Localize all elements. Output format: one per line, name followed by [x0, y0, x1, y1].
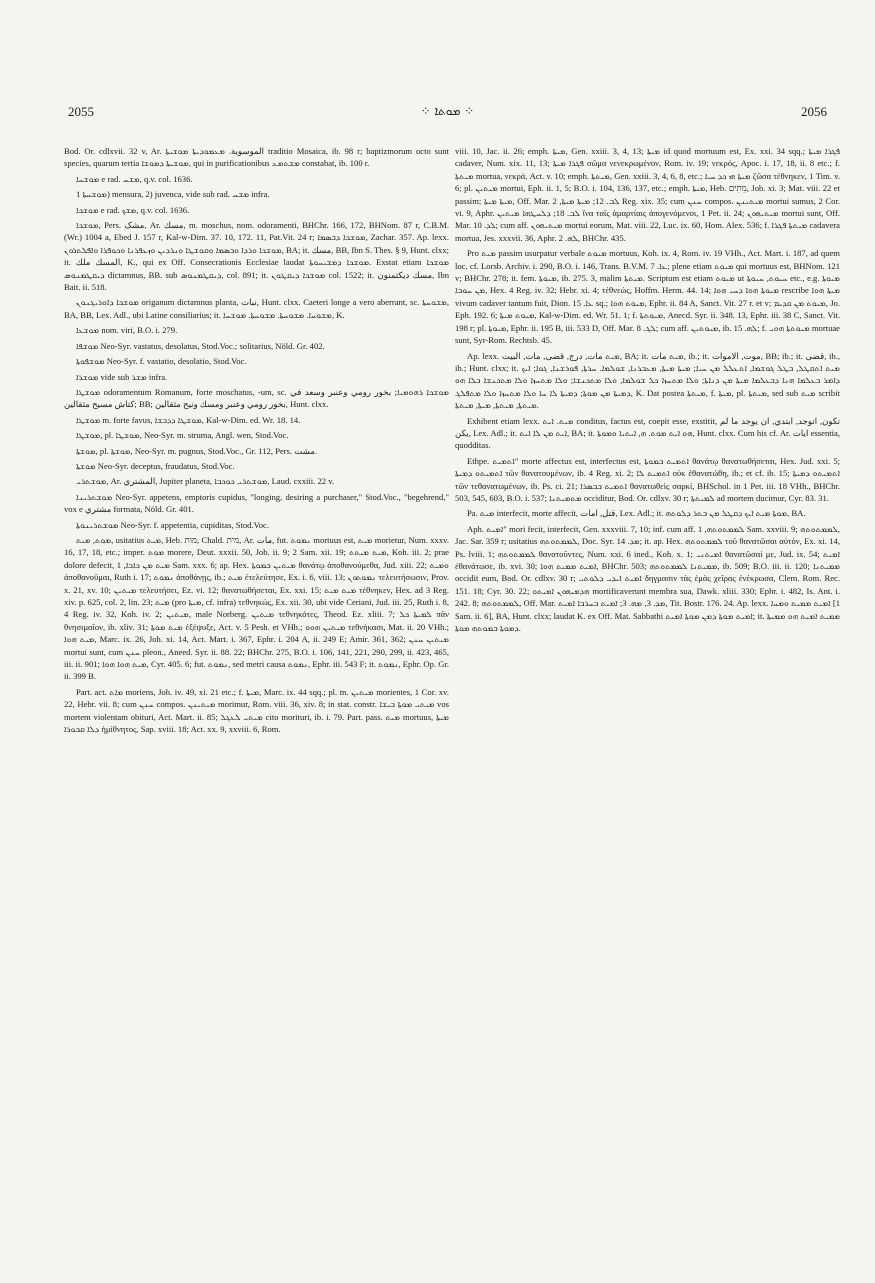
- page-number-left: 2055: [68, 104, 94, 119]
- entry-paragraph: ܡܘܫܛܐ odoramentum Romanum, forte moschatus, -um, sc. ܡܘܫܟܐ ܪܗܘܡܝܐ; بخور رومي وعنبر وسعد في كتاش مسيح مثقالين; BB; بخور رومي وعنبر ومسك ونيح مثقالين, Hunt. clxx.: [64, 386, 449, 410]
- page-header: [68, 104, 827, 124]
- entry-paragraph: Pa. ܡܝܬ interfecit, morte affecit, قتل, امات, Lex. Adl.; it. ܡܘܬܐ ܡܝܬ ܐܝܟ ܕܩܛܠ ܡܢ ܒܬܪ ܕܠܘܬܗ, BA.: [467, 508, 806, 519]
- entry-paragraph: ܡܘܫܟܐ, Pers. مشک, Ar. مسك, m. moschus, nom. odoramenti, BHChr. 166, 172, BHNom. 87 r, C.B.M. (Wr.) 1004 a, Ebed J. 157 r, Kal-w-Dim. 37. 10, 172. 11, Pat.Vit. 24 r; ܡܘܫܟܐ ܕܒܣܡܐ, Zachar. 357. Ap. lexx. ܡܘܫܟܐ ܘܪܕܐ ܘܒܣܡܐ ܘܩܘܫܛܐ ܘܢܪܕܝܢ ܘܙܥܦܪܢܐ ܘܟܘܦܪܐ ܘܐܦܠܬܪܘܢ, BA; it. مسك, BB, Ibn S. Thes. § 9, Hunt. clxx; it. المسك ملك, K., qui ex Off. Consecrationis Ecclesiae laudat ܡܘܫܟܐ ܕܡܫܝܚܘܬܐ. Exstat etiam ܡܘܫܟܐ ܕܝܩܛܡܢܘܣ dictamnus, BB. sub ܕܝܩܛܡܢܘܣ, col. 891; it. ܡܘܫܟܐ ܕܝܩܛܘܢ col. 1522; it. مسك ديكتمنون, Ibn Bait. ii. 518.: [64, 220, 449, 293]
- running-head: ⁘ ܡܘܬܐ ⁘: [420, 104, 475, 118]
- entry-paragraph: ܡܘܫܥܐ nom. viri, B.O. i. 279.: [76, 325, 178, 336]
- entry-paragraph: ܡܘܫܦܘܬܐ Neo-Syr. f. vastatio, desolatio, Stod.Voc.: [76, 356, 247, 367]
- page-number-right: 2056: [801, 104, 827, 119]
- entry-paragraph: ܡܘܫܚܐ e rad. ܡܫܚ, q.v. col. 1636.: [76, 173, 193, 184]
- entry-paragraph: Ethpe. ܐܬܡܝܬ" morte affectus est, interfectus est, ܐܬܡܝܬ ܒܡܘܬܐ θανάτῳ θανατωθήσεται, Hex. Jud. xxi. 5; ܐܬܡܝܬܘ ܕܡܝܬܐ τῶν θανατουμένων, ib. 4 Reg. xi. 2; ܐܬܡܝܬ ܠܐ οὐκ ἐθανατώθη, ib.; et cf. ib. 15; ܐܬܡܝܬܘ ܕܡܝܬܐ τῶν τεθανατωμένων, ib. Ps. ci. 21; ܐܬܡܝܬ ܒܒܣܪܐ θανατωθεὶς σαρκί, BHSchol. in 1 Pet. iii. 18 VHh., BHChr. 503, 545, 603, B.O. i. 537; ܡܬܡܝܬܢܐ occiditur, Bod. Or. cdlxv. 30 r; ܠܡܝܬܬܐ ad mortem ducimur, Cyr. 83. 31.: [455, 455, 840, 503]
- entry-paragraph: viii. 10, Jac. ii. 26; emph. ܡܝܬܐ, Gen. xxiii. 3, 4, 13; ܡܝܬܐ id quod mortuum est, Ex. xxi. 34 sqq.; ܦܓܪܐ ܡܝܬܐ cadaver, Num. xix. 11, 13; ܦܓܪܐ ܡܝܬܐ σῶμα νενεκρωμένον, Rom. iv. 19; νεκρός, Apoc. i. 17, 18, ii. 8 etc.; f. ܡܝܬܬܐ mortua, νεκρά, Act. v. 10; emph. ܡܝܬܬܐ, Gen. xxiii. 3, 4, 6, 8, etc.; ܡܝܬܐ ܗܝ ܟܕ ܚܝܐ ζῶσα τέθνηκεν, 1 Tim. v. 6; pl. ܡܝܬܝܢ mortui, Eph. ii. 1, 5; B.O. i. 104, 136, 137, etc.; emph. ܡܝܬܐ, Heb. מֵתִים, Job. xi. 3; Mat. viii. 22 et passim; ܡܝܬܐ ܡܝܬܐ, Off. Mar. ܠܒ. 12; ܡܝܬܐ ܡܝܬܐ, 2 Reg. xix. 35; cum ܚܢܢ compos. ܡܝܬܝܢܢ mortui sumus, 2 Cor. vi. 9, Aphr. ܠܒ. 18; ܕܠܚܛܗܐ ܡܝܬܝܢ ἵνα ταῖς ἁμαρτίαις ἀπογενόμενοι, 1 Pet. ii. 24; ܡܝܬܝܗܘܢ mortui sunt, Off. Mar. ܠܕ. 10; cum aff. ܡܝܬܝܗܘܢ mortui eorum, Mat. viii. 22, Luc. ix. 60, Hom. Alex. 536; f. ܡܝܬܬܐ ܦܓܪܐ cadavera mortua, Jes. xxxvii. 36, Aphr. ܠܗ. 2, BHChr. 435.: [455, 146, 840, 243]
- entry-paragraph: ܡܘܫܟܐ ܕܐܘܪܝܓܢܘܢ origanum dictamnus planta, نبات, Hunt. clxx. Caeteri longe a vero aberrant, sc. ܡܫܘܚܬܐ, BA, BB, Lex. Adl., ubi Latine consiliarius; it. ܡܫܘܚܐ. ܡܫܘܚܬܐ. ܡܫܘܚܬܐ. ܡܘܫܚܐ, K.: [64, 297, 449, 320]
- entry-paragraph: ܡܘܬ, ܡܝܬ, usitatius ܡܝܬ, Heb. מות, Chald. מית, Ar. مات, fut. ܢܡܘܬ mortuus est, ܡܝܬ morietur, Num. xxxv. 16, 17, 18, etc.; imper. ܡܘܬ morere, Deut. xxxii. 50, Job. ii. 9; 2 Sam. xii. 19; ܡܝܬ ܡܝܬܬ, Koh. iii. 2; prae dolore defecit, ܡܝܬ ܡܢ ܟܐܒܐ, 1 Sam. xxx. 6; ap. Hex. ܡܝܬܝܢ ܒܡܘܬܐ θανάτῳ ἀποθανούμεθα, Jud. xiii. 22; ܘܡܝܬ ἀποθανοῦμαι, Ruth i. 17; ܢܡܘܬ ἀποθάνῃς, ib.; ܡܝܬ ἐτελεύτησε, Ex. i. 6, viii. 13; ܢܡܘܬܘܢ τελευτήσωσιν, Prov. x. 21, xv. 10; ܡܝܬܝܢ τελευτήσει, Ez. vi. 12; θανατωθήσεται, Ex. xxi. 15; ܡܝܬ ܡܝܬ τέθνηκεν, Hex. ad 3 Reg. xiv. p. 625, col. 2, lin. 23; ܡܝܬ (pro ܡܝܬܐ, cf. infra) τεθνηκώς, Ex. xii. 30, ubi vide Ceriani, Jud. iii. 25, Ruth i. 8, 4 Reg. iv. 32, Koh. iv. 2; ܡܝܬܝܢ, male Norberg. ܡܝܬܝܢ τεθνηκότες, Theod. Ez. xliii. 7; ܠܡܝܬܐ ܟܠ πᾶν θνησιμαῖον, ib. xliv. 31; ܡܝܬ ܡܘܬܐ ἐξέψυξε, Act. v. 5 Pesh. et VHh.; ܡܝܬܝܢ ܗܘܘ τεθνήκασι, Mat. ii. 20 VHh.; ܡܝܬ ܗܘܐ, Marc. ix. 26, Joh. xi. 14, Act. Mart. i. 367, Ephr. i. 204 A, ii. 249 E; Amir. 361, 362; ܡܝܬܝܢ ܚܢܢ mortui sunt, cum ܚܢܢ pleon., Aneed. Syr. ii. 88. 22; BHChr. 275, B.O. i. 106, 141, 221, 290, 299, ii. 423, 465, iii. ii. 901; ܡܝܬ ܗܘܐ ܗܘܐ, Cyr. 405. 6; fut. ܢܡܘܬ, sed metri causa ܢܡܘܬ, Ephr. iii. 543 F; it. ܢܡܘܬ, Ephr. Op. Gr. ii. 399 B.: [64, 534, 449, 682]
- entry-paragraph: Part. act. ܡܐܬ moriens, Joh. iv. 49, xi. 21 etc.; f. ܡܝܬܐ, Marc. ix. 44 sqq.; pl. m. ܡܝܬܝܢ morientes, 1 Cor. xv. 22, Hebr. vii. 8; cum ܚܢܢ compos. ܡܝܬܝܢܢ morimur, Rom. viii. 36, xiv. 8; in stat. constr. ܡܝܬܝ ܡܘܬܐ ܒܝܫܐ vos mortem violentam obituri, Act. Mart. ii. 85; ܡܝܬܝ ܠܥܓܠ cito morituri, ib. i. 79. Part. pass. ܡܝܬ mortuus, ܡܝܬܐ ܕܠܐ ܩܒܘܪܐ ἠμίθνητος, Sap. xviii. 18; Act. xx. 9, xxviii. 6, Rom.: [64, 686, 449, 735]
- entry-paragraph: ܡܘܫܬܪܝܢܘܬܐ Neo-Syr. f. appetentia, cupiditas, Stod.Voc.: [76, 519, 269, 530]
- entry-paragraph: ܡܘܫܛܐ m. forte favus, ܡܘܫܛܐ ܕܕܒܫܐ, Kal-w-Dim. ed. Wr. 18. 14.: [76, 414, 301, 425]
- entry-paragraph: Bod. Or. cdlxvii. 32 v, Ar. الموسوية. ܡܥܡܘܕܝܬܐ ܡܘܫܝܬܐ traditio Mosaica, ib. 98 r; baptizmorum octo sunt species, quarum tertia ܡܘܫܝܬܐ ܕܡܘܫܐ, qui in purificationibus ܡܫܬܡܥ constabat, ib. 100 r.: [64, 146, 449, 169]
- column-left: [64, 145, 449, 1255]
- entry-paragraph: ܡܘܫܬܐ Neo-Syr. deceptus, fraudatus, Stod.Voc.: [76, 460, 235, 471]
- entry-paragraph: Exhibent etiam lexx. ܡܝܬ. ܐܝܬ conditus, factus est, coepit esse, exstitit, تكون, اتوجد, ابتدي, ان يوجد ما لم يكن, Lex. Adl.; it. ܐܝܬ ܡܢ ܠܐ ܐܝܬ, BA; it. ܗܘ ܐܝܬ ܡܘܬ. ܗ, ܐܝܬܝܐ ܘܡܘܬܐ, Hunt. clxx. Cum his cf. Ar. ايات essentia, quodditas.: [455, 415, 840, 451]
- column-right: [455, 145, 840, 1255]
- entry-paragraph: ܡܘܫܪܐ vide sub ܡܫܪ infra.: [76, 371, 168, 382]
- entry-paragraph: ܡܘܫܛܐ, pl. ܡܘܫܛܐ, Neo-Syr. m. struma, Angl. wen, Stod.Voc.: [76, 430, 289, 441]
- entry-paragraph: ܡܘܫܬܪܝ, Ar. المشتري, Jupiter planeta, ܡܘܫܬܪܝ ܟܘܟܒܐ, Laud. cxxiii. 22 v.: [76, 476, 335, 487]
- entry-paragraph: Aph. ܐܡܝܬ" mori fecit, interfecit, Gen. xxxviii. 7, 10; inf. cum aff. ܠܡܡܬܘܬܗ, 1 Sam. xxviii. 9; ܠܡܡܬܘܬܗ, Jac. Sar. 359 r; usitatius ܠܡܡܬܘܬܗ, Doc. Syr. ܡܕ. 14; it. ap. Hex. ܠܡܡܬܘܬܗ τοῦ θανατῶσαι αὐτόν, Ex. xi. 14, Ps. lviii. 1; ܠܡܡܬܘܬܗ θανατοῦντες, Num. xxi. 6 ined., Koh. x. 1; ܐܡܝܬܢܝ θανατῶσαί με, Jud. ix. 54; ܐܡܝܬ ἐθανάτωσε, ib. xvi. 30; ܐܡܝܬ ܡܡܝܬ ܗܘܐ, BHChr. 503; ܡܡܝܬܢܐ ܠܡܡܬܘܬܗ, ib. 509; B.O. iii. ii. 120; ܡܡܝܬܢܐ occidit eum, Bod. Or. cdlxv. 30 r; ܐܡܝܬ ܐܝܕܝ ܕܠܘܬܝ δηγμασιν τὰς ἐμὰς χεῖρας ἐνέκρωσα, Clem. Rom. Rec. 151. 18; Cyr. 30. 22; ܗܕܡܝܗܘܢ ܐܡܝܬܘ mortificaverunt membra sua, Dawk. xliii. 330; Ephr. i. 482, Is. Ant. i. 242. 8; ܠܡܡܬܘܬܗ, Off. Mar. ܡܕ. 3, ܡܗ. 3; ܐܡܝܬ ܒܚܪܒܐ ܐܡܝܬ, Tit. Bostr. 176. 24. Ap. lexx. ܐܡܝܬ ܡܡܝܬ ܘܡܚܐ [1 Sam. ii. 6], BA, Hunt. clxx; laudat K. ex Off. Mat. Sabbathi ܐܡܝܬ ܡܘܬܐ ܕܡܢ ܡܘܬܐ ܐܡܝܬ; it. ܡܡܝܬ ܐܡܝܬ ܗܘ ܡܡܝܬܐ ܕܡܘܬܐ ܒܡܘܬܗ ܡܘܬܐ.: [455, 523, 840, 634]
- entry-paragraph: Ap. lexx. ܡܝܬ مات, درج, قضى, مات, البيت, BA; it. ܡܝܬ مات, ib.; it. موت, الاموات, BB; ib.; it. قضى, ib., ib.; Hunt. clxx; it. ܡܝܬ ܐܬܩܛܠ, ܒܛܠ ܓܘܫܡܐ, ܐܬܥܠܠ ܡܢ ܚܝܐ; ܡܝܬܐ ܡܝܬܐ, ܡܥܒܪܢܐ, ܫܘܠܡܐ. ܚܪܬܐ, ܦܘܪܫܢܐ, ܓܘܐ; ܐܝܟ ܕܐܡܪ ܒܥܠܡܐ ܗܢܐ ܕܒܥܠܡܐ ܡܝܬܐ ܡܢ ܕܢܐܬܐ; ܘܠܐ ܡܬܚܙܐ ܟܠ ܫܘܠܡܐ, ܘܠܐ ܡܬܟܢܫܐ; ܘܠܐ ܡܬܚܙܐ ܘܠܐ ܡܬܟܢܫܐ ܒܠܐ ܗܘ ܕܡܝܬܐ ܡܢ ܡܘܬܐ; ܕܡܝܬܐ ܠܐ ܚܐ ܘܠܐ ܡܬܚܙܐ ܘܠܐ ܡܬܦܠܓ, K. Dat postea ܡܝܬܬܐ, f. ܡܝܬܐ, pl. ܡܝܬܬܐ, sed sub ܡܝܬ scribit ܡܝܬܬܐ, ܡܝܬܬܐ, ܡܝܬܐ, ܡܝܬܬܐ.: [455, 350, 840, 411]
- entry-paragraph: ܡܘܫܦܐ Neo-Syr. vastatus, desolatus, Stod.Voc.; solitarius, Nöld. Gr. 402.: [76, 340, 325, 351]
- entry-paragraph: ܡܘܫܬܐ, pl. ܡܘܫܬܐ, Neo-Syr. m. pugnus, Stod.Voc., Gr. 112, Pers. مشت.: [76, 445, 318, 456]
- entry-paragraph: ܡܘܫܬܪܝܢܐ Neo-Syr. appetens, emptoris cupidus, "longing, desiring a purchaser," Stod.Voc., "begehrend," vox e مشتري formata, Nöld. Gr. 401.: [64, 491, 449, 515]
- entry-paragraph: Pro ܡܝܬ passim usurpatur verbale ܡܝܘܬ mortuus, Koh. ix. 4, Rom. iv. 19 VHh., Act. Mart. i. 187, ad quem loc. cf. Lorsb. Archiv. i. 290, B.O. i. 146, Trans. B.V.M. ܥܐ. 7; plene etiam ܡܝܘܬ qui mortuus est, BHNom. 121 v; BHChr. 278; it. fem. ܡܝܘܬܐ, ib. 275. 3, malim ܡܝܬܬܐ. Scriptum est etiam ܡܝܘܬ ut ܚܝܘܬ, ܚܝܘܬܐ etc., e.g. ܡܝܘܬܐ ܡܢ ܚܘܒܐ, Hex. 4 Reg. iv. 32; Hebr. xi. 4; τέθνεώς, Hoffm. Herm. 44. 14; ܡܝܘܬܐ ܗܘܐ ܕܚܝ ܗܘܐ rescribe ܡܝܬܐ ܗܘܐ vivum cadaver tantum fuit, Dion. ܥܐ. 15 sq.; ܡܝܘܬ ܗܘܐ, Ephr. ii. 84 A, Sanct. Vit. 27 r. et v; ܡܝܘܬ ܡܢ ܩܕܝܡ, Jo. Eph. 192. 6; ܡܝܘܬ ܡܝܬܐ, Kal-w-Dim. ed. Wr. 51. 1; f. ܡܝܘܬܬܐ, Anecd. Syr. ii. 348. 13, Ephr. iii. 38 C, Sanct. Vit. 198 r; pl. ܡܝܘܬܐ, Ephr. ii. 195 B, iii. 533 D, Off. Mar. ܠܓ. 8; cum aff. ܡܝܘܬܝܢ, ib. ܠܗ. 15; f. ܡܝܘܬܬܐ ܗܘܝ mortuae sunt, Syr-Rom. Rechtsb. 45.: [455, 248, 840, 346]
- entry-paragraph: ܡܘܫܟܐ e rad. ܡܫܟ, q.v. col. 1636.: [76, 204, 190, 215]
- entry-paragraph: ܡܘܫܚܬܐ 1) mensura, 2) juvenca, vide sub rad. ܡܫܚ infra.: [76, 189, 270, 200]
